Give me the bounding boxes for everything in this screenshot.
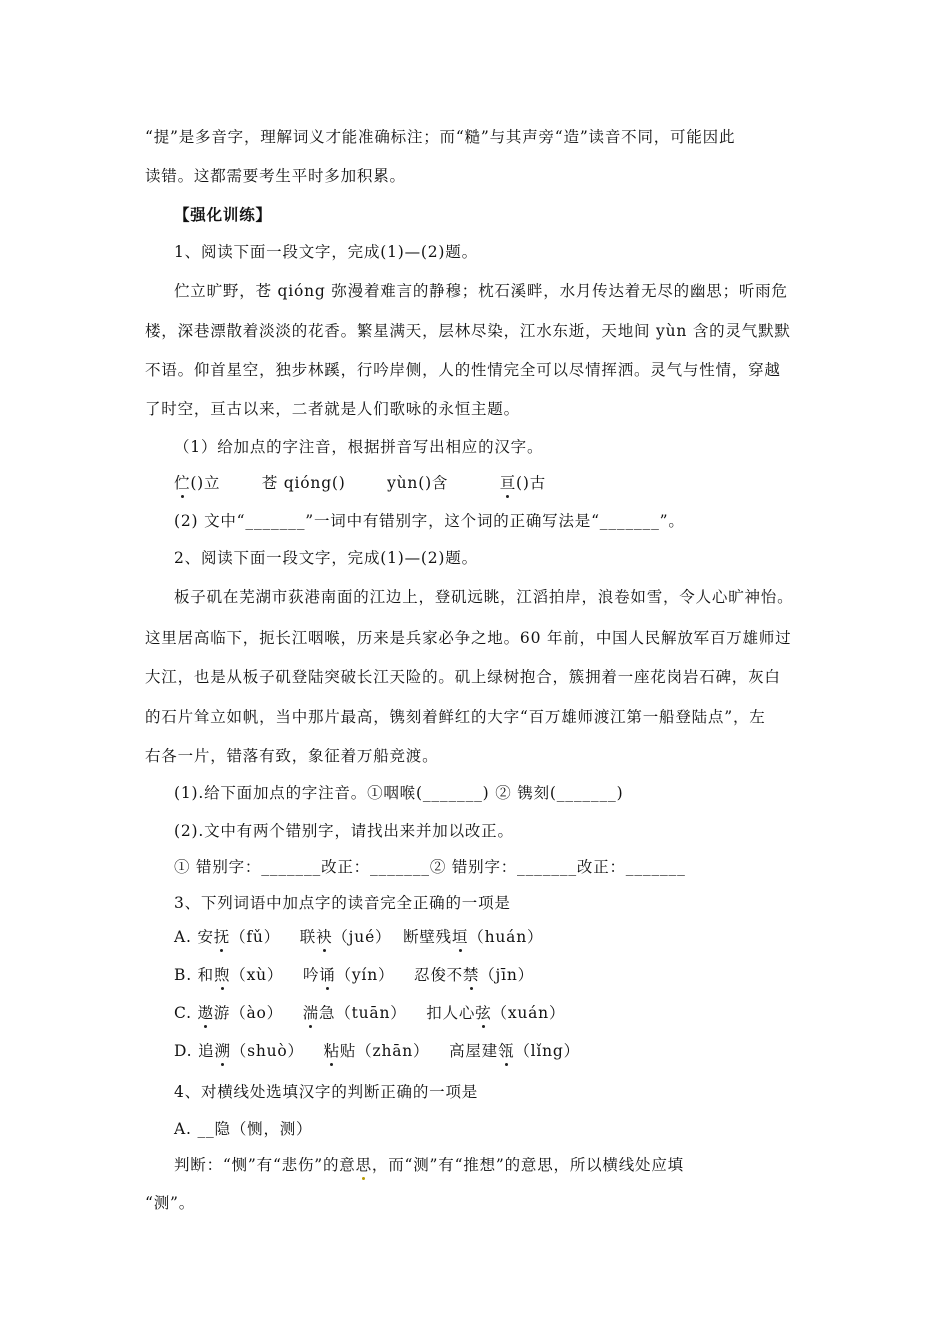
question-1-blanks: 伫()立 苍 qióng() yùn()含 亘()古 [174,474,546,492]
passage-1-line: 了时空，亘古以来，二者就是人们歌咏的永恒主题。 [145,400,520,418]
question-1-title: 1、阅读下面一段文字，完成(1)—(2)题。 [174,243,478,261]
passage-2-line: 板子矶在芜湖市荻港南面的江边上，登矶远眺，江滔拍岸，浪卷如雪，令人心旷神怡。 [174,588,794,606]
question-2-part-2: (2).文中有两个错别字，请找出来并加以改正。 [174,822,514,840]
passage-1-line: 伫立旷野，苍 qióng 弥漫着难言的静穆；枕石溪畔，水月传达着无尽的幽思；听雨危 [174,282,788,300]
option-a-q4: A. __隐（恻，测） [174,1120,313,1138]
passage-2-line: 大江，也是从板子矶登陆突破长江天险的。矶上绿树抱合，簇拥着一座花岗岩石碑，灰白 [145,668,781,686]
passage-2-line: 右各一片，错落有致，象征着万船竞渡。 [145,747,439,765]
question-1-part-2: (2) 文中“_______”一词中有错别字，这个词的正确写法是“_______”。 [174,512,685,530]
question-3-title: 3、下列词语中加点字的读音完全正确的一项是 [174,894,511,912]
passage-1-line: 楼，深巷漂散着淡淡的花香。繁星满天，层林尽染，江水东逝，天地间 yùn 含的灵气默默 [145,322,791,340]
judgement-line: 判断：“恻”有“悲伤”的意思，而“测”有“推想”的意思，所以横线处应填 [174,1156,684,1174]
option-a: A. 安抚（fǔ） 联袂（jué） 断壁残垣（huán） [174,928,544,946]
dotted-char: 伫 [174,474,191,492]
paragraph-line: “提”是多音字，理解词义才能准确标注；而“糙”与其声旁“造”读音不同，可能因此 [145,128,736,146]
passage-2-line: 的石片耸立如帆，当中那片最高，镌刻着鲜红的大字“百万雄师渡江第一船登陆点”，左 [145,708,766,726]
option-d: D. 追溯（shuò） 粘贴（zhān） 高屋建瓴（lǐng） [174,1042,580,1060]
blank-item: yùn()含 [387,474,449,492]
option-c: C. 遨游（ào） 湍急（tuān） 扣人心弦（xuán） [174,1004,566,1022]
correction-blanks: ① 错别字：_______改正：_______② 错别字：_______改正：_______ [174,858,686,876]
passage-1-line: 不语。仰首星空，独步林蹊，行吟岸侧，人的性情完全可以尽情挥洒。灵气与性情，穿越 [145,361,781,379]
passage-2-line: 这里居高临下，扼长江咽喉，历来是兵家必争之地。60 年前，中国人民解放军百万雄师过 [145,629,792,647]
question-2-part-1: (1).给下面加点的字注音。①咽喉(_______) ② 镌刻(_______) [174,784,624,802]
dotted-char: 亘 [499,474,516,492]
option-b: B. 和煦（xù） 吟诵（yín） 忍俊不禁（jīn） [174,966,534,984]
blank-item: 苍 qióng() [261,474,346,492]
paragraph-line: 读错。这都需要考生平时多加积累。 [145,167,406,185]
question-4-title: 4、对横线处选填汉字的判断正确的一项是 [174,1083,479,1101]
question-2-title: 2、阅读下面一段文字，完成(1)—(2)题。 [174,549,478,567]
judgement-end: “测”。 [145,1194,196,1212]
section-heading: 【强化训练】 [174,205,272,224]
question-1-part-1: （1）给加点的字注音，根据拼音写出相应的汉字。 [174,438,544,456]
